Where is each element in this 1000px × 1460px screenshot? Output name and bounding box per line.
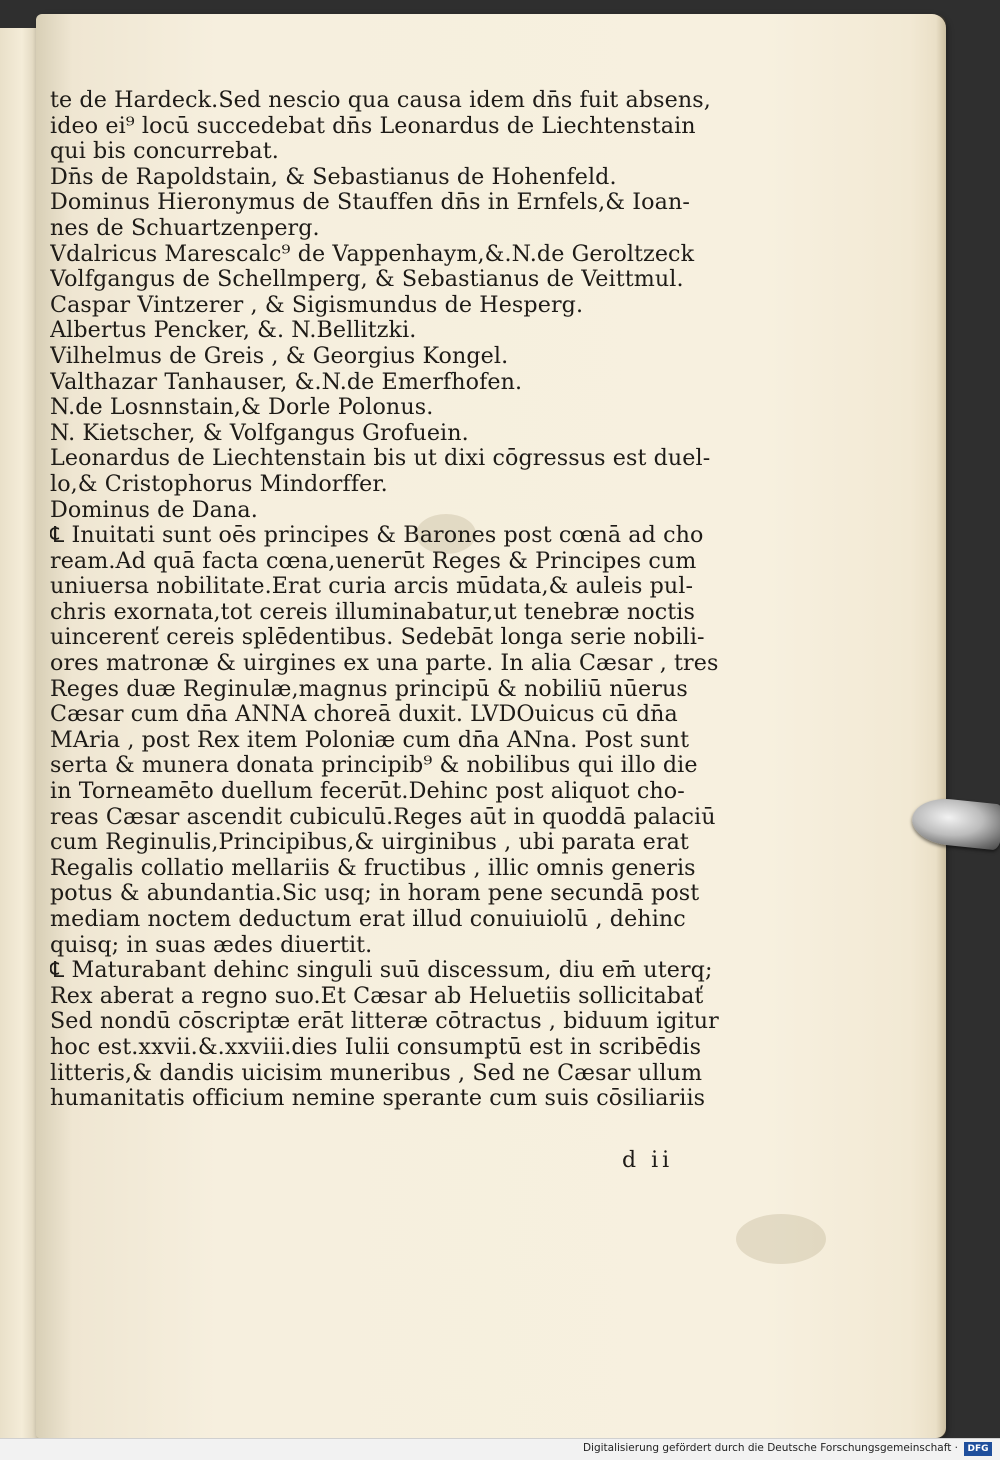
- text-line: Caspar Vintzerer , & Sigismundus de Hesperg.: [50, 292, 584, 318]
- text-line: uincerenť cereis splēdentibus. Sedebāt longa serie nobili-: [50, 625, 705, 651]
- text-line: uniuersa nobilitate.Erat curia arcis mūdata,& auleis pul-: [50, 574, 694, 600]
- text-line: Vilhelmus de Greis , & Georgius Kongel.: [50, 343, 509, 369]
- footer-credit: Digitalisierung gefördert durch die Deutsche Forschungsgemeinschaft ·: [582, 1442, 958, 1454]
- text-line: ideo ei⁹ locū succedebat dn̄s Leonardus de Liechtenstain: [50, 113, 696, 139]
- text-line: ℄ Maturabant dehinc singuli suū discessum, diu em̄ uterq;: [50, 958, 713, 984]
- text-line: in Torneamēto duellum fecerūt.Dehinc post aliquot cho-: [50, 779, 685, 805]
- text-line: chris exornata,tot cereis illuminabatur,ut tenebræ noctis: [50, 599, 695, 625]
- signature-mark: d ii: [622, 1148, 674, 1173]
- text-line: ℄ Inuitati sunt oēs principes & Barones post cœnā ad cho: [50, 523, 704, 549]
- page-text: [50, 88, 740, 1112]
- text-line: serta & munera donata principib⁹ & nobilibus qui illo die: [50, 753, 698, 779]
- text-line: Regalis collatio mellariis & fructibus , illic omnis generis: [50, 855, 696, 881]
- text-line: Albertus Pencker, &. N.Bellitzki.: [50, 318, 417, 344]
- page-edge-shadow: [936, 14, 946, 1438]
- text-line: N.de Losnnstain,& Dorle Polonus.: [50, 395, 434, 421]
- text-line: hoc est.xxvii.&.xxviii.dies Iulii consumptū est in scribēdis: [50, 1034, 702, 1060]
- dfg-logo: DFG: [964, 1442, 992, 1456]
- text-line: nes de Schuartzenperg.: [50, 215, 320, 241]
- text-line: quisq; in suas ædes diuertit.: [50, 932, 373, 958]
- text-line: mediam noctem deductum erat illud conuiuiolū , dehinc: [50, 907, 686, 932]
- text-line: MAria , post Rex item Poloniæ cum dn̄a ANna. Post sunt: [50, 727, 690, 753]
- text-line: Volfgangus de Schellmperg, & Sebastianus de Veittmul.: [50, 267, 684, 293]
- text-line: Reges duæ Reginulæ,magnus principū & nobiliū nūerus: [50, 676, 688, 702]
- text-line: qui bis concurrebat.: [50, 139, 279, 165]
- text-line: N. Kietscher, & Volfgangus Grofuein.: [50, 420, 469, 446]
- text-line: reas Cæsar ascendit cubiculū.Reges aūt in quoddā palaciū: [50, 804, 716, 830]
- text-line: Dn̄s de Rapoldstain, & Sebastianus de Hohenfeld.: [50, 164, 617, 190]
- text-line: ores matronæ & uirgines ex una parte. In alia Cæsar , tres: [50, 651, 719, 677]
- text-line: Sed nondū cōscriptæ erāt litteræ cōtractus , biduum igitur: [50, 1009, 719, 1035]
- text-line: Leonardus de Liechtenstain bis ut dixi cōgressus est duel-: [50, 446, 711, 472]
- text-line: potus & abundantia.Sic usq; in horam pene secundā post: [50, 881, 700, 907]
- text-line: humanitatis officium nemine sperante cum suis cōsiliariis: [50, 1086, 706, 1112]
- text-line: Rex aberat a regno suo.Et Cæsar ab Heluetiis sollicitabať: [50, 983, 704, 1009]
- text-line: cum Reginulis,Principibus,& uirginibus , ubi parata erat: [50, 830, 689, 856]
- paper-stain: [736, 1214, 826, 1264]
- text-line: ream.Ad quā facta cœna,uenerūt Reges & Principes cum: [50, 548, 697, 574]
- text-line: te de Hardeck.Sed nescio qua causa idem dn̄s fuit absens,: [50, 88, 711, 113]
- text-line: Cæsar cum dn̄a ANNA choreā duxit. LVDOuicus cū dn̄a: [50, 702, 678, 728]
- text-line: litteris,& dandis uicisim muneribus , Sed ne Cæsar ullum: [50, 1060, 703, 1086]
- text-line: Dominus de Dana.: [50, 497, 258, 523]
- footer-bar: [0, 1438, 1000, 1460]
- text-line: Valthazar Tanhauser, &.N.de Emerfhofen.: [50, 369, 523, 395]
- text-line: Dominus Hieronymus de Stauffen dn̄s in Ernfels,& Ioan-: [50, 190, 690, 216]
- text-line: Vdalricus Marescalc⁹ de Vappenhaym,&.N.de Geroltzeck: [50, 241, 695, 267]
- text-line: lo,& Cristophorus Mindorffer.: [50, 471, 388, 497]
